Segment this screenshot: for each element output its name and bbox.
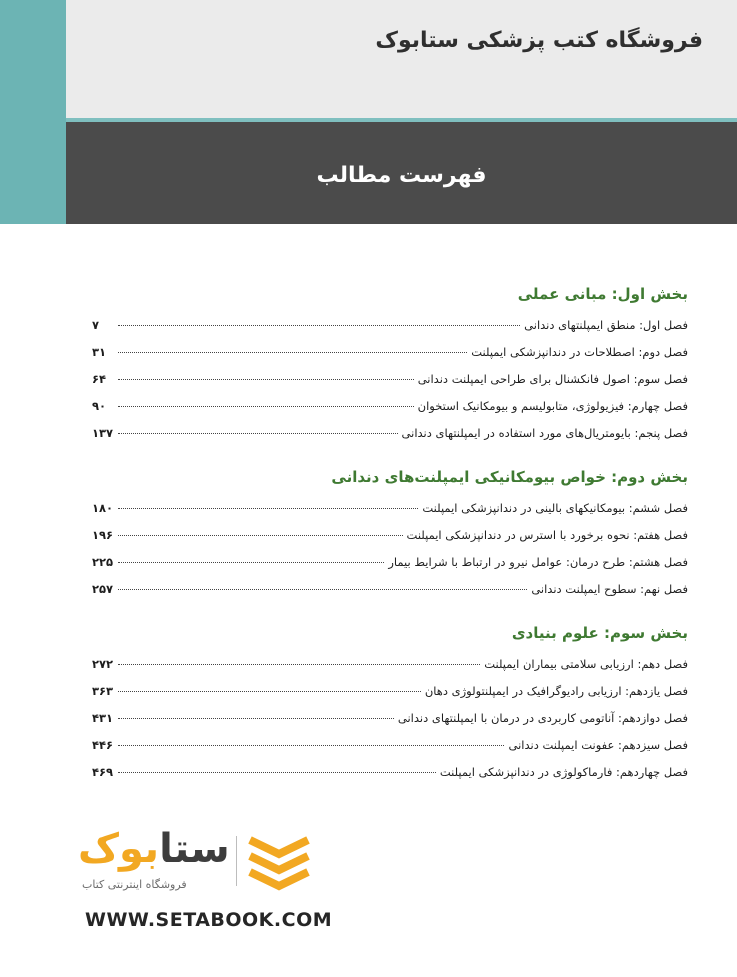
toc-entry bbox=[92, 393, 688, 420]
dot-leader bbox=[118, 589, 527, 590]
stacked-chevrons-icon bbox=[244, 830, 314, 894]
page-number: ۴۴۶ bbox=[92, 738, 114, 752]
page-number: ۲۵۷ bbox=[92, 582, 114, 596]
chapter-title: فصل سیزدهم: عفونت ایمپلنت دندانی bbox=[508, 738, 688, 752]
page-number: ۷ bbox=[92, 318, 100, 332]
store-title: فروشگاه کتب پزشکی ستابوک bbox=[375, 28, 703, 53]
page-number: ۳۶۳ bbox=[92, 684, 114, 698]
toc-entry bbox=[92, 495, 688, 522]
chapter-title: فصل سوم: اصول فانکشنال برای طراحی ایمپلنت دندانی bbox=[417, 372, 688, 386]
dot-leader bbox=[118, 379, 414, 380]
toc-entry bbox=[92, 705, 688, 732]
part-heading: بخش دوم: خواص بیومکانیکی ایمپلنت‌های دندانی bbox=[331, 468, 688, 486]
toc-entry bbox=[92, 759, 688, 786]
page-number: ۲۷۲ bbox=[92, 657, 114, 671]
chapter-title: فصل ششم: بیومکانیکهای بالینی در دندانپزشکی ایمپلنت bbox=[422, 501, 688, 515]
dot-leader bbox=[118, 562, 384, 563]
page-number: ۱۹۶ bbox=[92, 528, 114, 542]
setabook-logo bbox=[66, 820, 316, 910]
toc-entry bbox=[92, 312, 688, 339]
dot-leader bbox=[118, 535, 403, 536]
page-number: ۶۴ bbox=[92, 372, 107, 386]
chapter-title: فصل چهاردهم: فارماکولوژی در دندانپزشکی ایمپلنت bbox=[439, 765, 688, 779]
toc-entry bbox=[92, 339, 688, 366]
part-heading: بخش اول: مبانی عملی bbox=[517, 285, 688, 303]
page-number: ۳۱ bbox=[92, 345, 107, 359]
toc-entry bbox=[92, 678, 688, 705]
logo-wordmark: ستابوک bbox=[78, 826, 230, 872]
dot-leader bbox=[118, 433, 398, 434]
toc-entry bbox=[92, 366, 688, 393]
toc-entry bbox=[92, 549, 688, 576]
table-of-contents bbox=[92, 276, 688, 786]
chapter-title: فصل یازدهم: ارزیابی رادیوگرافیک در ایمپلنتولوژی دهان bbox=[424, 684, 688, 698]
header-band bbox=[0, 0, 737, 122]
page-number: ۹۰ bbox=[92, 399, 107, 413]
chapter-title: فصل نهم: سطوح ایمپلنت دندانی bbox=[531, 582, 688, 596]
toc-entry bbox=[92, 651, 688, 678]
page-number: ۴۳۱ bbox=[92, 711, 114, 725]
chapter-title: فصل دهم: ارزیابی سلامتی بیماران ایمپلنت bbox=[484, 657, 688, 671]
dot-leader bbox=[118, 745, 504, 746]
page-number: ۱۸۰ bbox=[92, 501, 114, 515]
logo-divider bbox=[236, 836, 237, 886]
chapter-title: فصل اول: منطق ایمپلنتهای دندانی bbox=[524, 318, 688, 332]
chapter-title: فصل دوازدهم: آناتومی کاربردی در درمان با ایمپلنتهای دندانی bbox=[397, 711, 688, 725]
page-number: ۴۶۹ bbox=[92, 765, 114, 779]
dot-leader bbox=[118, 352, 467, 353]
part-spacer bbox=[92, 447, 688, 459]
toc-entry bbox=[92, 576, 688, 603]
part-heading: بخش سوم: علوم بنیادی bbox=[511, 624, 688, 642]
toc-entry bbox=[92, 732, 688, 759]
toc-entry bbox=[92, 522, 688, 549]
chapter-title: فصل هفتم: نحوه برخورد با استرس در دندانپزشکی ایمپلنت bbox=[406, 528, 688, 542]
dot-leader bbox=[118, 508, 418, 509]
part-spacer bbox=[92, 603, 688, 615]
chapter-title: فصل چهارم: فیزیولوژی، متابولیسم و بیومکانیک استخوان bbox=[417, 399, 688, 413]
teal-accent-strip bbox=[0, 0, 66, 224]
page-number: ۱۳۷ bbox=[92, 426, 114, 440]
page-title: فهرست مطالب bbox=[316, 163, 487, 188]
page-number: ۲۲۵ bbox=[92, 555, 114, 569]
chapter-title: فصل دوم: اصطلاحات در دندانپزشکی ایمپلنت bbox=[471, 345, 688, 359]
website-url: WWW.SETABOOK.COM bbox=[85, 909, 333, 931]
dot-leader bbox=[118, 664, 480, 665]
dot-leader bbox=[118, 691, 421, 692]
dot-leader bbox=[118, 718, 394, 719]
logo-tagline: فروشگاه اینترنتی کتاب bbox=[82, 878, 187, 891]
dot-leader bbox=[118, 325, 520, 326]
toc-entry bbox=[92, 420, 688, 447]
chapter-title: فصل پنجم: بایومتریال‌های مورد استفاده در ایمپلنتهای دندانی bbox=[401, 426, 688, 440]
dot-leader bbox=[118, 406, 414, 407]
chapter-title: فصل هشتم: طرح درمان: عوامل نیرو در ارتباط با شرایط بیمار bbox=[388, 555, 688, 569]
dot-leader bbox=[118, 772, 436, 773]
